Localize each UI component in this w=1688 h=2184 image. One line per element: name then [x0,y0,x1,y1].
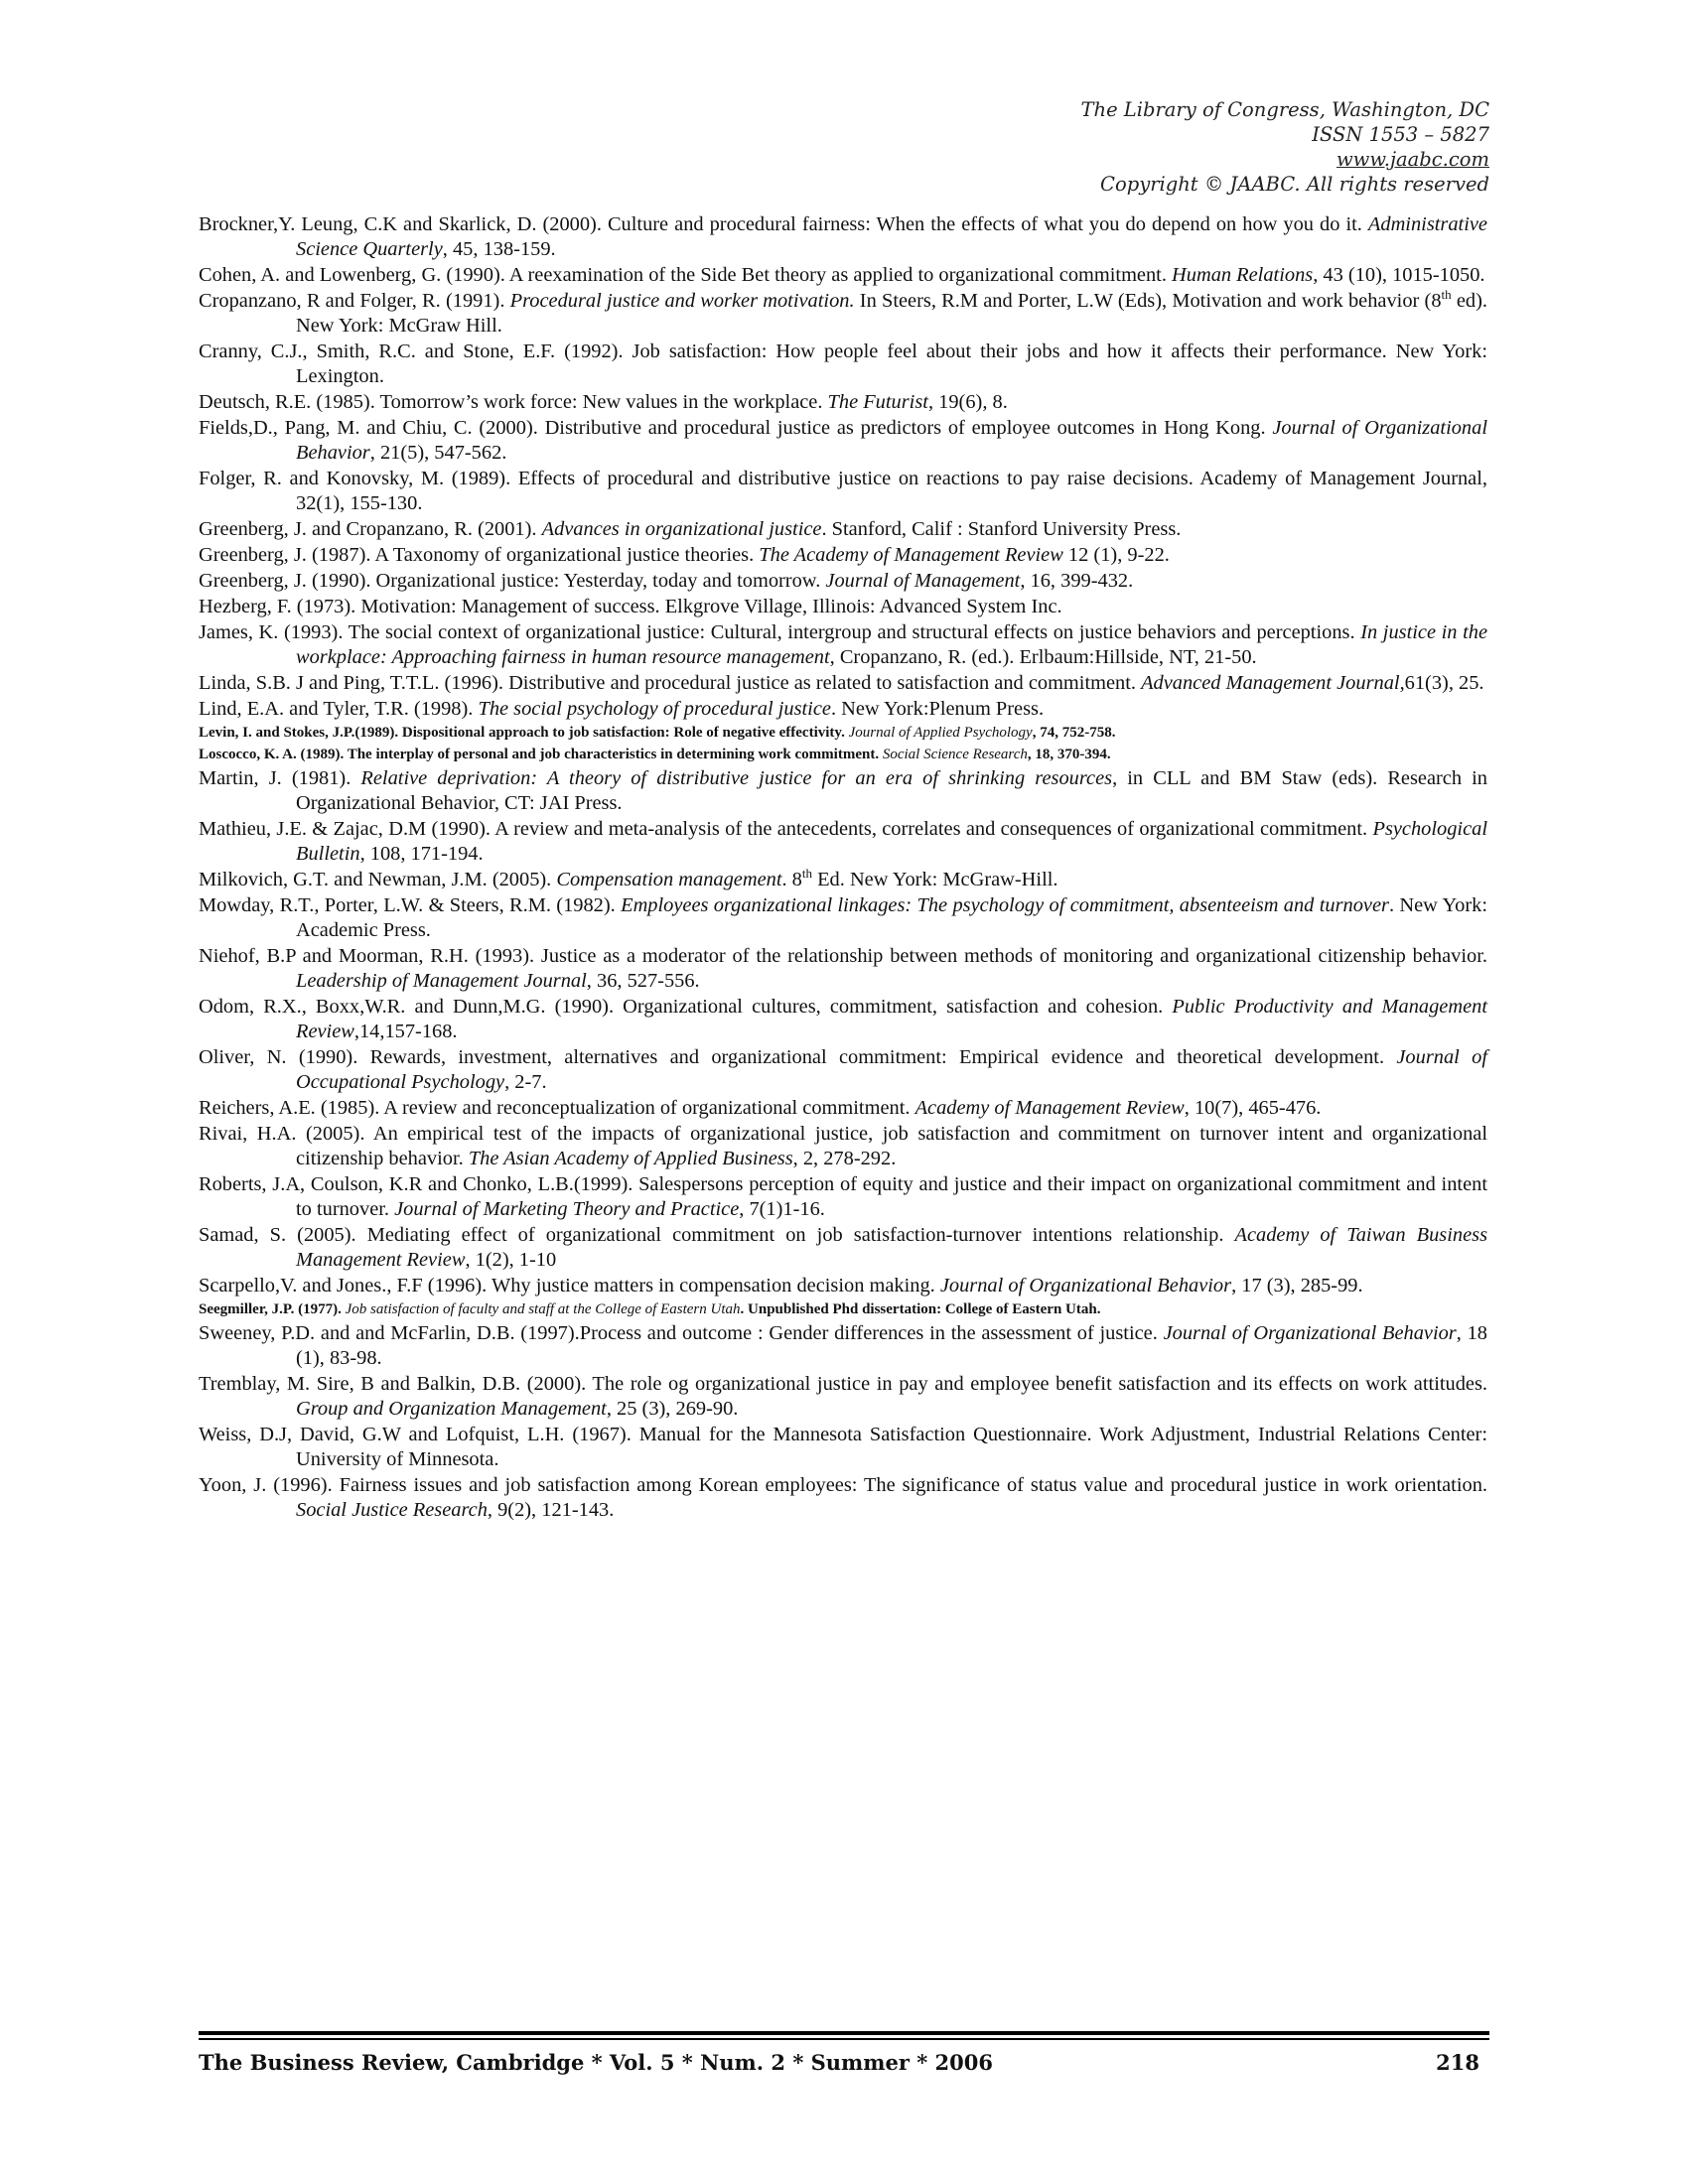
reference-pre: Deutsch, R.E. (1985). Tomorrow’s work force: New values in the workplace. [199,391,828,413]
reference-entry [199,995,1487,1044]
reference-post: , 1(2), 1-10 [465,1249,557,1271]
reference-pre: Samad, S. (2005). Mediating effect of organizational commitment on job satisfaction-turnover intentions relationship. [199,1224,1235,1246]
reference-entry [199,893,1487,943]
reference-entry [199,1096,1487,1121]
reference-it: Psychological Bulletin [296,818,1487,865]
reference-entry [199,723,1487,744]
reference-entry [199,595,1487,619]
reference-it: Human Relations [1172,264,1314,286]
reference-it: Advanced Management Journal [1141,672,1400,694]
reference-entry [199,569,1487,594]
reference-post: , in CLL and BM Staw (eds). Research in Organizational Behavior, CT: JAI Press. [296,767,1488,814]
page-number: 218 [1436,2050,1479,2075]
reference-it: Compensation management [556,869,782,890]
reference-it: Journal of Occupational Psychology [296,1046,1487,1093]
reference-it: Social Justice Research [296,1499,488,1521]
reference-entry [199,1299,1487,1320]
reference-entry [199,340,1487,389]
reference-post: , 18, 370-394. [1027,747,1111,762]
reference-pre: Niehof, B.P and Moorman, R.H. (1993). Justice as a moderator of the relationship between methods of monitoring and organizational citizenship behavior. [199,945,1487,967]
reference-post: , 17 (3), 285-99. [1231,1275,1363,1297]
reference-pre: Yoon, J. (1996). Fairness issues and job satisfaction among Korean employees: The significance of status value and procedural justice in work orientation. [199,1474,1487,1496]
reference-entry [199,289,1487,339]
reference-it: Leadership of Management Journal [296,970,587,992]
reference-post: , Cropanzano, R. (ed.). Erlbaum:Hillside, NT, 21-50. [829,646,1257,668]
reference-entry [199,766,1487,816]
reference-pre: Folger, R. and Konovsky, M. (1989). Effects of procedural and distributive justice on reactions to pay raise decisions. Academy of Management Journal, 32(1), 155-130. [199,468,1487,514]
page-footer [199,2049,1479,2077]
reference-entry [199,1223,1487,1273]
reference-post: ,61(3), 25. [1399,672,1484,694]
reference-pre: Greenberg, J. and Cropanzano, R. (2001). [199,518,542,540]
reference-post: , 21(5), 547-562. [369,442,507,464]
reference-post: , 18 (1), 83-98. [296,1322,1487,1369]
reference-it: Advances in organizational justice [541,518,822,540]
reference-entry [199,620,1487,670]
reference-pre: Odom, R.X., Boxx,W.R. and Dunn,M.G. (1990). Organizational cultures, commitment, satisfaction and cohesion. [199,996,1173,1018]
reference-post: , 2, 278-292. [792,1148,897,1169]
reference-it: Employees organizational linkages: The psychology of commitment, absenteeism and turnover [621,894,1389,916]
reference-it: Journal of Marketing Theory and Practice [394,1198,740,1220]
reference-entry [199,868,1487,892]
reference-post: . New York: Academic Press. [296,894,1487,941]
reference-entry [199,416,1487,466]
reference-it: Academy of Taiwan Business Management Review [296,1224,1488,1271]
reference-it: Academy of Management Review [914,1097,1185,1119]
reference-post: ,14,157-168. [353,1021,458,1042]
header-website-link[interactable]: www.jaabc.com [1336,148,1489,171]
reference-entry [199,817,1487,867]
reference-pre: Martin, J. (1981). [199,767,361,789]
reference-it: Relative deprivation: A theory of distributive justice for an era of shrinking resources [360,767,1113,789]
reference-pre: Brockner,Y. Leung, C.K and Skarlick, D. (2000). Culture and procedural fairness: When the effects of what you do depend on how you do it. [199,213,1368,235]
reference-post: , 108, 171-194. [359,843,484,865]
reference-it: The Academy of Management Review [759,544,1063,566]
reference-post: , 19(6), 8. [927,391,1008,413]
footer-journal: The Business Review, Cambridge * Vol. 5 * Num. 2 * Summer * 2006 [199,2050,993,2075]
reference-it: The Futurist [827,391,928,413]
reference-post2: ed). New York: McGraw Hill. [296,290,1488,337]
reference-pre: Greenberg, J. (1990). Organizational justice: Yesterday, today and tomorrow. [199,570,826,592]
reference-pre: Mowday, R.T., Porter, L.W. & Steers, R.M. (1982). [199,894,622,916]
reference-it: Journal of Organizational Behavior [1163,1322,1457,1344]
reference-entry [199,1473,1487,1523]
reference-post: , 10(7), 465-476. [1184,1097,1322,1119]
reference-pre: Seegmiller, J.P. (1977). [199,1301,346,1317]
reference-pre: Cropanzano, R and Folger, R. (1991). [199,290,510,312]
reference-entry [199,517,1487,542]
reference-entry [199,1122,1487,1171]
reference-entry [199,1321,1487,1371]
reference-post: . 8 [781,869,802,890]
reference-post: , 43 (10), 1015-1050. [1313,264,1485,286]
reference-it: Journal of Applied Psychology [848,725,1033,741]
reference-entry [199,467,1487,516]
reference-pre: Lind, E.A. and Tyler, T.R. (1998). [199,698,479,720]
reference-it: The Asian Academy of Applied Business [468,1148,793,1169]
reference-pre: Loscocco, K. A. (1989). The interplay of personal and job characteristics in determining work commitment. [199,747,883,762]
reference-entry [199,543,1487,568]
reference-it: In justice in the workplace: Approaching fairness in human resource management [296,621,1488,668]
reference-it: Public Productivity and Management Review [296,996,1487,1042]
reference-pre: Levin, I. and Stokes, J.P.(1989). Dispositional approach to job satisfaction: Role of negative effectivity. [199,725,849,741]
header-copyright: Copyright © JAABC. All rights reserved [1100,173,1489,196]
reference-pre: Fields,D., Pang, M. and Chiu, C. (2000). Distributive and procedural justice as predictors of employee outcomes in Hong Kong. [199,417,1273,439]
reference-pre: Sweeney, P.D. and and McFarlin, D.B. (1997).Process and outcome : Gender differences in the assessment of justice. [199,1322,1164,1344]
reference-post: , 45, 138-159. [442,238,556,260]
reference-it: Administrative Science Quarterly [296,213,1487,260]
reference-entry [199,212,1487,262]
reference-pre: Weiss, D.J, David, G.W and Lofquist, L.H. (1967). Manual for the Mannesota Satisfaction Questionnaire. Work Adjustment, Industrial Relations Center: University of Minnesota. [199,1424,1487,1470]
reference-pre: Cohen, A. and Lowenberg, G. (1990). A reexamination of the Side Bet theory as applied to organizational commitment. [199,264,1173,286]
reference-pre: Linda, S.B. J and Ping, T.T.L. (1996). Distributive and procedural justice as related to satisfaction and commitment. [199,672,1142,694]
reference-post: . New York:Plenum Press. [830,698,1045,720]
reference-pre: Reichers, A.E. (1985). A review and reconceptualization of organizational commitment. [199,1097,915,1119]
reference-list [199,212,1487,1524]
reference-pre: Tremblay, M. Sire, B and Balkin, D.B. (2000). The role og organizational justice in pay and employee benefit satisfaction and its effects on work attitudes. [199,1373,1487,1395]
reference-pre: Greenberg, J. (1987). A Taxonomy of organizational justice theories. [199,544,760,566]
reference-pre: Milkovich, G.T. and Newman, J.M. (2005). [199,869,557,890]
reference-it: Journal of Organizational Behavior [296,417,1487,464]
reference-entry [199,390,1487,415]
header-library: The Library of Congress, Washington, DC [1080,98,1489,121]
reference-entry [199,944,1487,994]
page-header [794,97,1489,197]
reference-post2: Ed. New York: McGraw-Hill. [812,869,1058,890]
reference-pre: Oliver, N. (1990). Rewards, investment, alternatives and organizational commitment: Empirical evidence and theoretical development. [199,1046,1397,1068]
footer-rule-thin [199,2038,1489,2040]
footer-rule-thick [199,2031,1489,2035]
reference-entry [199,1274,1487,1298]
reference-entry [199,671,1487,696]
reference-post: , 74, 752-758. [1032,725,1116,741]
reference-entry [199,263,1487,288]
reference-entry [199,697,1487,722]
reference-pre: Cranny, C.J., Smith, R.C. and Stone, E.F. (1992). Job satisfaction: How people feel about their jobs and how it affects their performance. New York: Lexington. [199,341,1487,387]
reference-it: Journal of Organizational Behavior [939,1275,1232,1297]
reference-it: Group and Organization Management [296,1398,607,1420]
reference-it: Social Science Research [882,747,1028,762]
reference-post: , 7(1)1-16. [739,1198,825,1220]
reference-pre: Roberts, J.A, Coulson, K.R and Chonko, L.B.(1999). Salespersons perception of equity and justice and their impact on organizational commitment and intent to turnover. [199,1173,1487,1220]
reference-entry [199,1172,1487,1222]
reference-post: , 9(2), 121-143. [487,1499,615,1521]
reference-it: The social psychology of procedural justice [478,698,831,720]
reference-post: 12 (1), 9-22. [1062,544,1170,566]
reference-it: Procedural justice and worker motivation. [509,290,855,312]
reference-sup: th [1441,287,1452,303]
reference-pre: Hezberg, F. (1973). Motivation: Management of success. Elkgrove Village, Illinois: Advanced System Inc. [199,596,1062,617]
reference-pre: James, K. (1993). The social context of organizational justice: Cultural, intergroup and structural effects on justice behaviors and perceptions. [199,621,1361,643]
reference-entry [199,745,1487,765]
reference-entry [199,1423,1487,1472]
reference-pre: Mathieu, J.E. & Zajac, D.M (1990). A review and meta-analysis of the antecedents, correlates and consequences of organizational commitment. [199,818,1373,840]
reference-it: Journal of Management [825,570,1021,592]
reference-pre: Rivai, H.A. (2005). An empirical test of the impacts of organizational justice, job satisfaction and commitment on turnover intent and organizational citizenship behavior. [199,1123,1487,1169]
reference-it: Job satisfaction of faculty and staff at the College of Eastern Utah [345,1301,741,1317]
header-issn: ISSN 1553 – 5827 [1312,123,1489,146]
reference-sup: th [801,866,812,882]
reference-post: , 16, 399-432. [1020,570,1134,592]
reference-entry [199,1045,1487,1095]
reference-post: , 2-7. [504,1071,547,1093]
reference-post: In Steers, R.M and Porter, L.W (Eds), Motivation and work behavior (8 [854,290,1442,312]
reference-post: . Unpublished Phd dissertation: College of Eastern Utah. [740,1301,1101,1317]
reference-pre: Scarpello,V. and Jones., F.F (1996). Why justice matters in compensation decision making. [199,1275,940,1297]
reference-post: . Stanford, Calif : Stanford University Press. [821,518,1182,540]
reference-post: , 36, 527-556. [586,970,700,992]
reference-post: , 25 (3), 269-90. [606,1398,739,1420]
reference-entry [199,1372,1487,1422]
